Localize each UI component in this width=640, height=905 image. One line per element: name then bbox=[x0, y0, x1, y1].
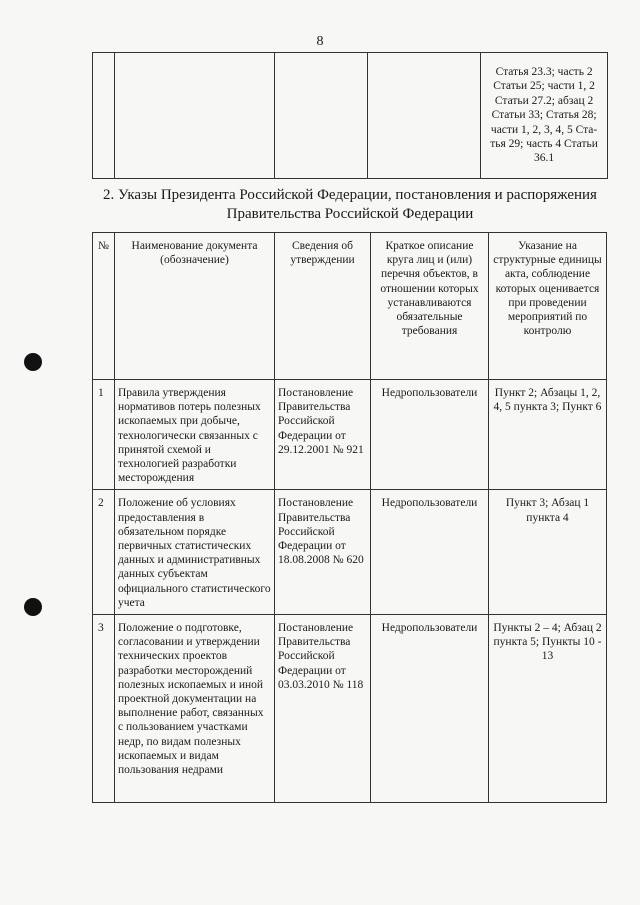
cell-description: Недропользователи bbox=[371, 490, 489, 615]
continued-line: 36.1 bbox=[534, 152, 555, 165]
continued-line: Статьи 33; Статья 28; bbox=[491, 109, 597, 122]
cell-description: Недропользователи bbox=[371, 615, 489, 803]
cell-num: 2 bbox=[93, 490, 115, 615]
header-num: № bbox=[93, 233, 115, 380]
continued-line: Статья 23.3; часть 2 bbox=[495, 66, 593, 78]
cell-name: Правила утверждения нормативов потерь полезных ископаемых при добыче, технологически связанных с принятой схемой и технологией разработки месторождения bbox=[115, 380, 275, 490]
header-approval: Сведения об утверждении bbox=[275, 233, 371, 380]
continued-table-row bbox=[93, 53, 608, 179]
table-header-row bbox=[93, 233, 607, 380]
section-heading-line-2: Правительства Российской Федерации bbox=[226, 206, 474, 222]
punch-hole-bottom bbox=[24, 598, 42, 616]
section-heading bbox=[86, 186, 614, 224]
cell-structural-units: Пункт 2; Абзацы 1, 2, 4, 5 пункта 3; Пункт 6 bbox=[489, 380, 607, 490]
cell-num: 3 bbox=[93, 615, 115, 803]
continued-cell-description bbox=[368, 53, 481, 179]
continued-table bbox=[92, 52, 608, 179]
continued-line: Статьи 25; части 1, 2 bbox=[493, 80, 595, 93]
cell-structural-units: Пункт 3; Абзац 1 пункта 4 bbox=[489, 490, 607, 615]
continued-cell-name bbox=[114, 53, 274, 179]
header-description: Краткое описание круга лиц и (или) перечня объектов, в отношении которых устанавливаются обязательные требования bbox=[371, 233, 489, 380]
documents-table bbox=[92, 232, 607, 803]
table-row bbox=[93, 490, 607, 615]
cell-structural-units: Пункты 2 – 4; Абзац 2 пункта 5; Пункты 10 - 13 bbox=[489, 615, 607, 803]
table-row bbox=[93, 615, 607, 803]
section-heading-line-1: 2. Указы Президента Российской Федерации, постановления и распоряжения bbox=[103, 187, 597, 203]
cell-approval: Постановление Правительства Российской Федерации от 29.12.2001 № 921 bbox=[275, 380, 371, 490]
cell-description: Недропользователи bbox=[371, 380, 489, 490]
cell-approval: Постановление Правительства Российской Федерации от 18.08.2008 № 620 bbox=[275, 490, 371, 615]
cell-name: Положение о подготовке, согласовании и утверждении технических проектов разработки месторождений полезных ископаемых и иной проектной документации на выполнение работ, связанных с пользованием участками недр, по видам полезных ископаемых и видам пользования недрами bbox=[115, 615, 275, 803]
table-row bbox=[93, 380, 607, 490]
header-structural-units: Указание на структурные единицы акта, соблюдение которых оценивается при проведении мероприятий по контролю bbox=[489, 233, 607, 380]
cell-num: 1 bbox=[93, 380, 115, 490]
continued-cell-structural-units bbox=[481, 53, 608, 179]
page-number: 8 bbox=[316, 34, 324, 49]
continued-cell-approval bbox=[274, 53, 368, 179]
continued-line: Статьи 27.2; абзац 2 bbox=[494, 94, 594, 107]
header-name: Наименование документа (обозначение) bbox=[115, 233, 275, 380]
continued-line: части 1, 2, 3, 4, 5 Ста- bbox=[490, 123, 598, 136]
continued-line: тья 29; часть 4 Статьи bbox=[490, 138, 598, 151]
continued-cell-num bbox=[93, 53, 115, 179]
punch-hole-top bbox=[24, 353, 42, 371]
cell-name: Положение об условиях предоставления в обязательном порядке первичных статистических данных и административных данных субъектам официального статистического учета bbox=[115, 490, 275, 615]
cell-approval: Постановление Правительства Российской Федерации от 03.03.2010 № 118 bbox=[275, 615, 371, 803]
